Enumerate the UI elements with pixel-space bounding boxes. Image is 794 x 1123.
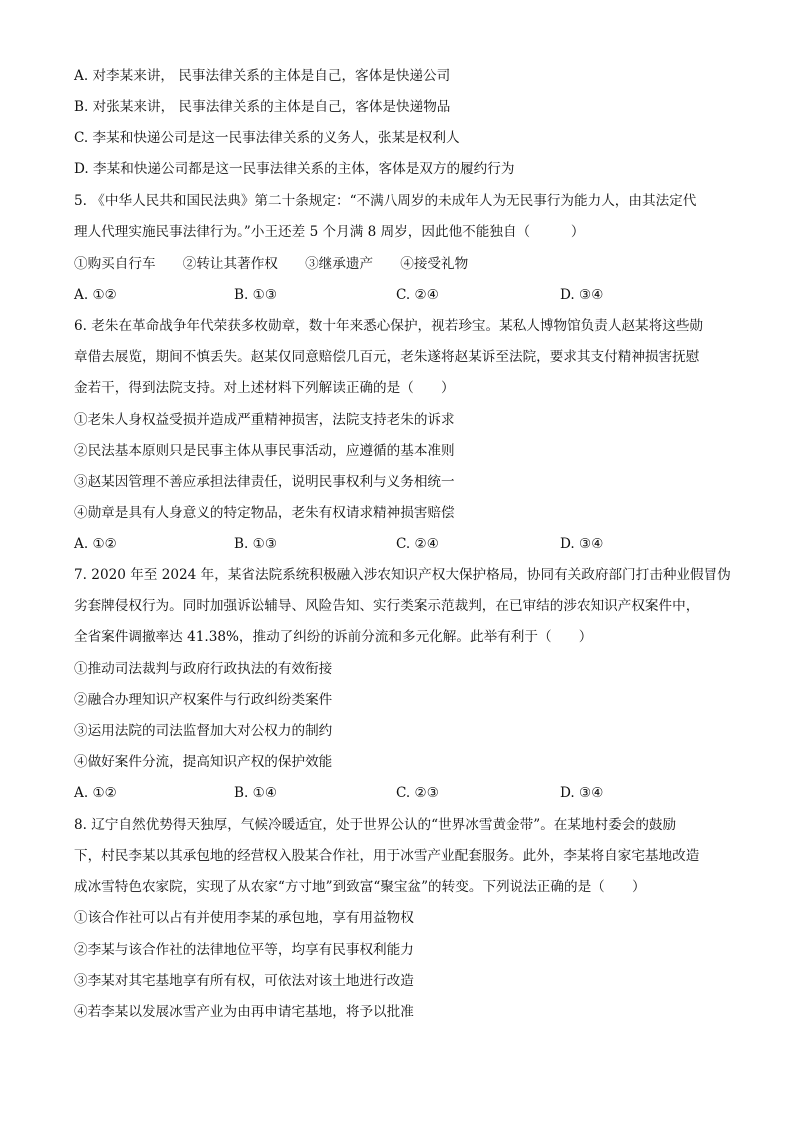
- q7-item-3: ③运用法院的司法监督加大对公权力的制约: [74, 723, 333, 739]
- q5-choice-b: B. ①③: [234, 287, 278, 303]
- q7-choice-c: C. ②③: [396, 785, 439, 801]
- q4-option-c: C. 李某和快递公司是这一民事法律关系的义务人，张某是权利人: [74, 130, 460, 146]
- q6-stem-line-1: 6. 老朱在革命战争年代荣获多枚勋章，数十年来悉心保护，视若珍宝。某私人博物馆负责人赵某将这些勋: [74, 318, 704, 334]
- q7-choice-b: B. ①④: [234, 785, 278, 801]
- q7-choices: [74, 783, 734, 803]
- q8-stem-line-1: 8. 辽宁自然优势得天独厚，气候冷暖适宜，处于世界公认的“世界冰雪黄金带”。在某地村委会的鼓励: [74, 817, 677, 833]
- q7-choice-d: D. ③④: [560, 785, 604, 801]
- q7-stem-line-2: 劣套牌侵权行为。同时加强诉讼辅导、风险告知、实行类案示范裁判，在已审结的涉农知识产权案件中，: [74, 598, 700, 614]
- q5-items: ①购买自行车 ②转让其著作权 ③继承遗产 ④接受礼物: [74, 256, 469, 272]
- q7-stem-line-3: 全省案件调撤率达 41.38%，推动了纠纷的诉前分流和多元化解。此举有利于（ ）: [74, 629, 593, 645]
- q8-item-4: ④若李某以发展冰雪产业为由再申请宅基地，将予以批准: [74, 1004, 414, 1020]
- q8-item-1: ①该合作社可以占有并使用李某的承包地，享有用益物权: [74, 910, 414, 926]
- q7-stem-line-1: 7. 2020 年至 2024 年，某省法院系统积极融入涉农知识产权大保护格局，协同有关政府部门打击种业假冒伪: [74, 567, 731, 583]
- q6-item-1: ①老朱人身权益受损并造成严重精神损害，法院支持老朱的诉求: [74, 412, 455, 428]
- q7-item-1: ①推动司法裁判与政府行政执法的有效衔接: [74, 661, 333, 677]
- q6-item-3: ③赵某因管理不善应承担法律责任，说明民事权利与义务相统一: [74, 474, 455, 490]
- q4-option-b: B. 对张某来讲， 民事法律关系的主体是自己，客体是快递物品: [74, 99, 451, 115]
- q5-stem-line-2: 理人代理实施民事法律行为。”小王还差 5 个月满 8 周岁，因此他不能独自（ ）: [74, 224, 585, 240]
- q5-choice-c: C. ②④: [396, 287, 439, 303]
- q5-choices: [74, 285, 734, 305]
- q6-item-4: ④勋章是具有人身意义的特定物品，老朱有权请求精神损害赔偿: [74, 505, 455, 521]
- q8-stem-line-2: 下，村民李某以其承包地的经营权入股某合作社，用于冰雪产业配套服务。此外，李某将自家宅基地改造: [74, 848, 700, 864]
- q6-item-2: ②民法基本原则只是民事主体从事民事活动，应遵循的基本准则: [74, 443, 455, 459]
- q6-choices: [74, 534, 734, 554]
- q6-choice-d: D. ③④: [560, 536, 604, 552]
- q5-choice-a: A. ①②: [74, 287, 117, 303]
- q6-choice-a: A. ①②: [74, 536, 117, 552]
- q7-item-2: ②融合办理知识产权案件与行政纠纷类案件: [74, 692, 333, 708]
- q6-choice-c: C. ②④: [396, 536, 439, 552]
- q4-option-a: A. 对李某来讲， 民事法律关系的主体是自己，客体是快递公司: [74, 68, 451, 84]
- q7-choice-a: A. ①②: [74, 785, 117, 801]
- q6-choice-b: B. ①③: [234, 536, 278, 552]
- q4-option-d: D. 李某和快递公司都是这一民事法律关系的主体，客体是双方的履约行为: [74, 161, 515, 177]
- q5-stem-line-1: 5. 《中华人民共和国民法典》第二十条规定：“不满八周岁的未成年人为无民事行为能力人，由其法定代: [74, 193, 697, 209]
- q8-item-3: ③李某对其宅基地享有所有权，可依法对该土地进行改造: [74, 973, 414, 989]
- q5-choice-d: D. ③④: [560, 287, 604, 303]
- q7-item-4: ④做好案件分流，提高知识产权的保护效能: [74, 754, 333, 770]
- q6-stem-line-3: 金若干，得到法院支持。对上述材料下列解读正确的是（ ）: [74, 380, 455, 396]
- q8-stem-line-3: 成冰雪特色农家院，实现了从农家“方寸地”到致富“聚宝盆”的转变。下列说法正确的是（ ）: [74, 879, 646, 895]
- q8-item-2: ②李某与该合作社的法律地位平等，均享有民事权利能力: [74, 942, 414, 958]
- q6-stem-line-2: 章借去展览，期间不慎丢失。赵某仅同意赔偿几百元，老朱遂将赵某诉至法院，要求其支付精神损害抚慰: [74, 349, 700, 365]
